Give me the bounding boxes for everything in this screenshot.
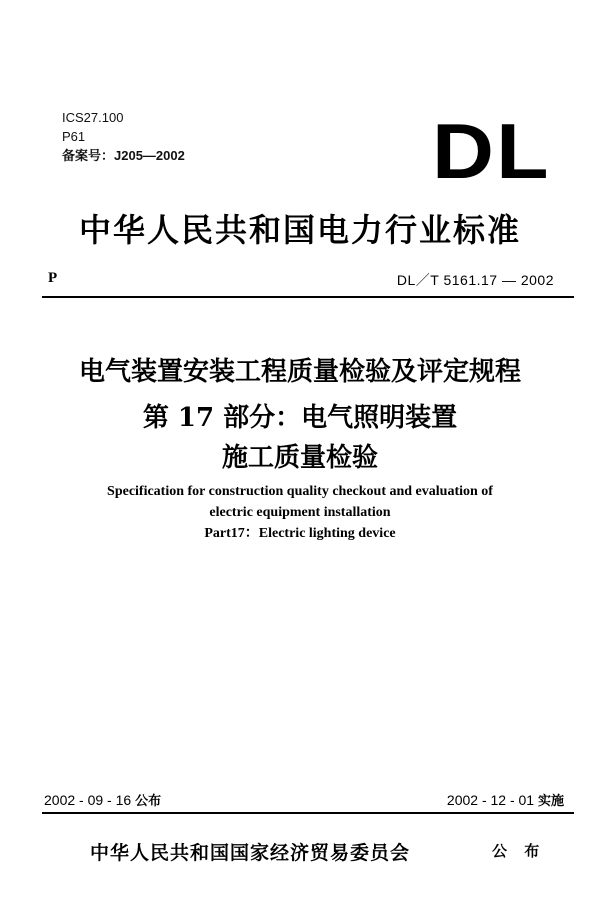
title-en-line1: Specification for construction quality checkout and evaluation of — [107, 484, 493, 499]
organization-title: 中华人民共和国电力行业标准 — [78, 211, 521, 249]
issue-date — [44, 790, 161, 809]
effective-date-value: 2002 - 12 - 01 — [446, 792, 535, 808]
issue-date-label: 公布 — [135, 794, 162, 809]
classification-block — [62, 108, 185, 165]
title-en-line3: Part17：Electric lighting device — [204, 526, 396, 541]
effective-date-label: 实施 — [537, 794, 564, 809]
footer-rule — [42, 812, 574, 814]
header-rule — [42, 296, 574, 298]
category-code: P — [48, 270, 58, 286]
title-cn-line1: 电气装置安装工程质量检验及评定规程 — [78, 357, 521, 387]
publisher-name: 中华人民共和国国家经济贸易委员会 — [90, 842, 411, 864]
title-cn-line3: 施工质量检验 — [221, 443, 378, 473]
effective-date — [447, 790, 564, 809]
title-cn-line2: 第 17 部分：电气照明装置 — [142, 403, 458, 433]
publish-label: 公 布 — [492, 842, 546, 860]
record-label: 备案号： — [62, 148, 115, 163]
title-en-line2: electric equipment installation — [209, 505, 391, 520]
ccs-code: P61 — [62, 129, 86, 144]
standard-number: DL／T 5161.17 — 2002 — [396, 272, 554, 288]
dl-logo: DL — [432, 107, 551, 195]
record-value: J205—2002 — [114, 148, 185, 163]
issue-date-value: 2002 - 09 - 16 — [44, 792, 132, 808]
ics-code: ICS27.100 — [62, 110, 124, 125]
record-number — [62, 146, 185, 165]
